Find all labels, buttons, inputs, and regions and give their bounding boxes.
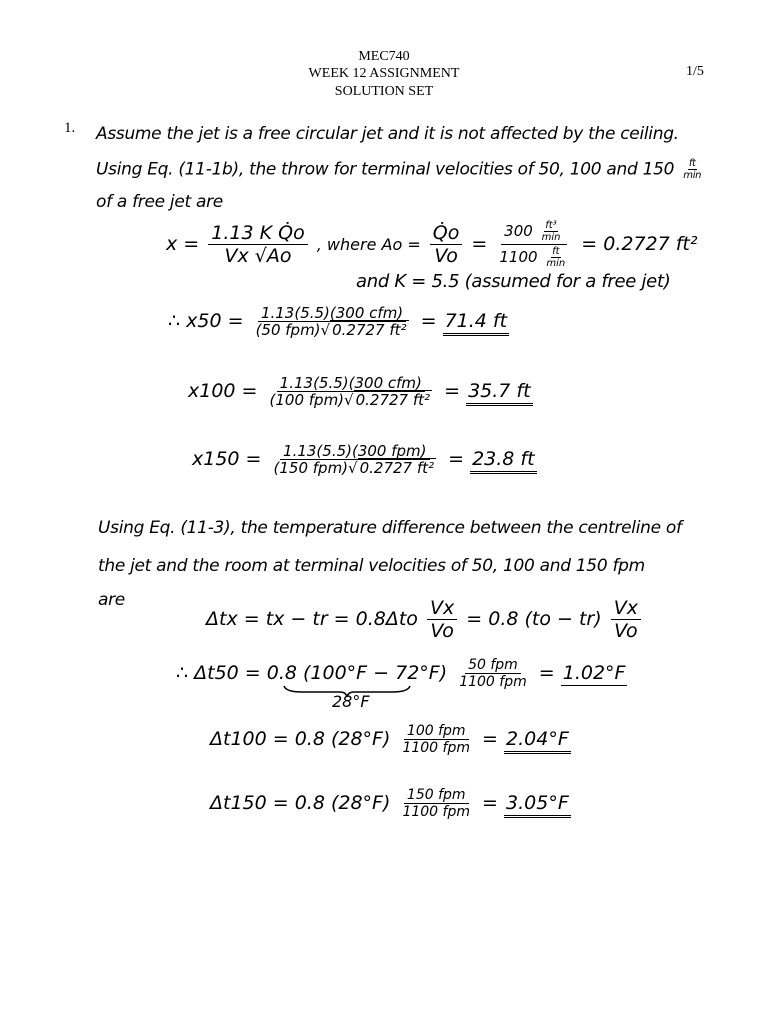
k-assumption: and K = 5.5 (assumed for a free jet) — [356, 271, 671, 292]
dt150-equation: Δt150 = 0.8 (28°F) $\frac{\text{150 fpm}}{\text{1100 fpm}}$ = 3.05°F — [210, 787, 569, 820]
x150-equation: x150 = $\frac{\text{1.13(5.5)(300 fpm)}}{\text{(150 fpm)√ 0.2727 ft²}}$ = 23.8 ft — [192, 442, 535, 477]
area-fraction: 300 $\frac{\text{ft³}}{\min}$ 1100 $\frac{ft}{\min}$ — [496, 220, 572, 269]
intro-line-3: of a free jet are — [96, 192, 223, 212]
q-over-v-fraction: $\frac{Q̇o}{Vo}$ — [430, 223, 463, 266]
temp-line-1: Using Eq. (11-3), the temperature difference between the centreline of — [98, 518, 682, 538]
intro-line-1: Assume the jet is a free circular jet and it is not affected by the ceiling. — [96, 124, 679, 144]
throw-equation: x = $\frac{\text{1.13 K Q̇o}}{Vx √Ao}$ , where Ao = $\frac{Q̇o}{Vo}$ = 300 $\frac{\text{ft³}}{\min}$ 1100 $\frac{ft}{\min}$ = 0.2727 ft² — [166, 220, 698, 269]
course-code: MEC740 — [358, 49, 410, 64]
intro-unit-fraction: $\frac{ft}{\min}$ — [683, 158, 702, 181]
temp-line-3: are — [98, 590, 125, 610]
dt100-answer: 2.04°F — [504, 728, 571, 754]
x150-answer: 23.8 ft — [470, 448, 536, 474]
throw-fraction: $\frac{\text{1.13 K Q̇o}}{Vx √Ao}$ — [208, 223, 307, 266]
solution-set-title: SOLUTION SET — [334, 84, 434, 99]
page-number: 1/5 — [686, 64, 704, 79]
x100-answer: 35.7 ft — [466, 380, 532, 406]
temp-line-2: the jet and the room at terminal velocities of 50, 100 and 150 fpm — [98, 556, 645, 576]
intro-line-2: Using Eq. (11-1b), the throw for terminal velocities of 50, 100 and 150 $\frac{ft}{\min}$ — [96, 158, 702, 181]
dt50-brace-value: 28°F — [332, 692, 370, 711]
dt150-answer: 3.05°F — [504, 792, 571, 818]
x50-answer: 71.4 ft — [443, 310, 509, 336]
x100-equation: x100 = $\frac{\text{1.13(5.5)(300 cfm)}}{\text{(100 fpm)√ 0.2727 ft²}}$ = 35.7 ft — [188, 374, 531, 409]
assignment-title: WEEK 12 ASSIGNMENT — [308, 66, 460, 81]
dt50-answer: 1.02°F — [562, 662, 626, 684]
delta-t-equation: Δtx = tx − tr = 0.8Δto $\frac{Vx}{Vo}$ = 0.8 (to − tr) $\frac{Vx}{Vo}$ — [206, 598, 644, 641]
dt50-equation: ∴ Δt50 = 0.8 (100°F − 72°F) $\frac{\text{50 fpm}}{\text{1100 fpm}}$ = 1.02°F — [176, 657, 626, 690]
dt100-equation: Δt100 = 0.8 (28°F) $\frac{\text{100 fpm}}{\text{1100 fpm}}$ = 2.04°F — [210, 723, 569, 756]
question-number: 1. — [64, 120, 76, 136]
x50-equation: ∴ x50 = $\frac{\text{1.13(5.5)(300 cfm)}}{\text{(50 fpm)√ 0.2727 ft²}}$ = 71.4 ft — [168, 304, 508, 339]
